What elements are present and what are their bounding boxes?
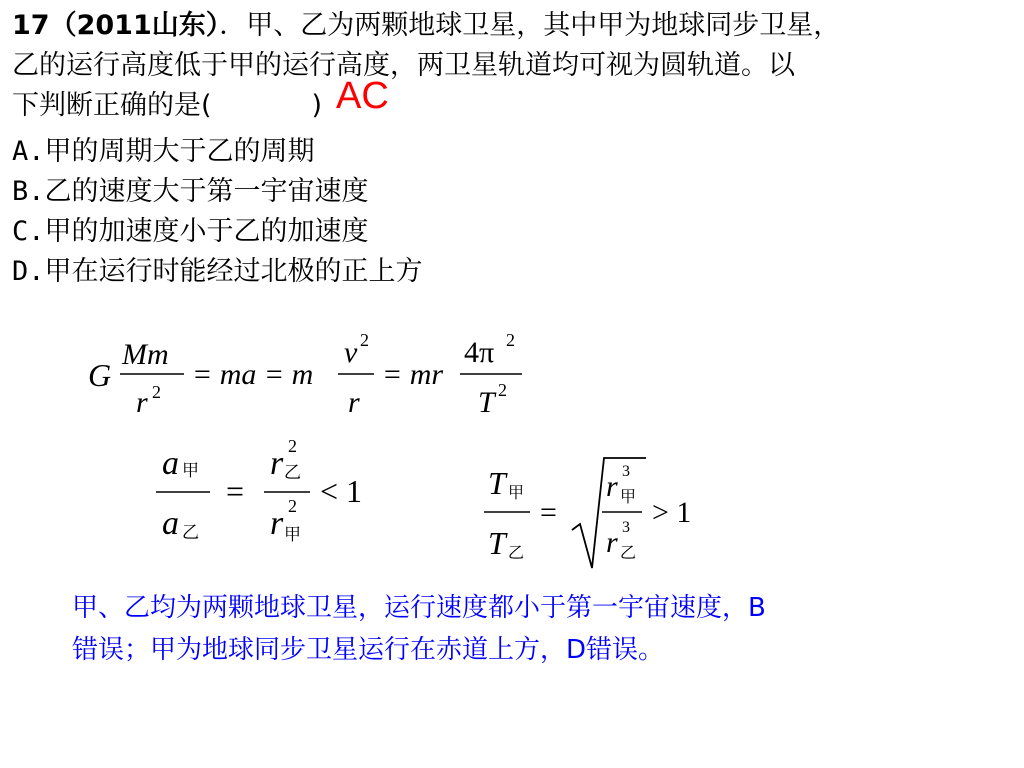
period-sub-yi-2: 乙 <box>620 545 637 562</box>
period-rel: > 1 <box>652 496 692 529</box>
formula-t: T <box>478 386 495 419</box>
accel-rel: < 1 <box>320 473 363 509</box>
accel-exp-num: 2 <box>288 436 297 456</box>
period-r-den: r <box>606 526 618 559</box>
option-d <box>12 254 423 290</box>
question-close-paren: ) <box>311 90 323 121</box>
formula-exp-4: 2 <box>498 380 507 400</box>
formula-v: v <box>344 336 358 369</box>
accel-r-den: r <box>270 505 284 542</box>
accel-exp-den: 2 <box>288 496 297 516</box>
period-exp-den: 3 <box>622 519 630 536</box>
accel-eq: = <box>226 473 245 509</box>
formula-exp-2: 2 <box>360 330 369 350</box>
period-exp-num: 3 <box>622 463 630 480</box>
question-text-3: 下判断正确的是( <box>12 90 212 121</box>
option-b <box>12 174 369 210</box>
formula-g: G <box>88 357 112 393</box>
question-number: 17 <box>12 10 50 41</box>
option-a-letter: A. <box>12 136 45 167</box>
question-source: （2011山东） <box>49 10 220 41</box>
explanation-line-2: 错误；甲为地球同步卫星运行在赤道上方，D错误。 <box>72 635 665 665</box>
question-line-3 <box>12 88 322 124</box>
period-eq: = <box>540 496 557 529</box>
option-b-text: 乙的速度大于第一宇宙速度 <box>44 176 369 207</box>
accel-a-num: a <box>162 445 179 482</box>
accel-sub-jia: 甲 <box>182 461 199 480</box>
period-t-num: T <box>488 465 506 501</box>
option-c-letter: C. <box>12 216 45 247</box>
formula-mm: Mm <box>122 338 169 371</box>
accel-sub-yi-2: 乙 <box>284 463 301 482</box>
answer-text: AC <box>336 75 389 117</box>
period-sub-jia-2: 甲 <box>620 489 637 506</box>
formula-accel <box>148 430 388 559</box>
formula-r-den: r <box>136 386 148 419</box>
question-text-1: ．甲、乙为两颗地球卫星，其中甲为地球同步卫星， <box>219 10 841 41</box>
option-d-letter: D. <box>12 256 45 287</box>
question-line-2: 乙的运行高度低于甲的运行高度，两卫星轨道均可视为圆轨道。以 <box>12 50 795 81</box>
option-c <box>12 214 369 250</box>
formula-main <box>82 328 542 429</box>
option-d-text: 甲在运行时能经过北极的正上方 <box>44 256 423 287</box>
formula-exp-3: 2 <box>506 330 515 350</box>
accel-sub-yi: 乙 <box>182 523 199 542</box>
formula-eq1: = ma = m <box>192 358 314 391</box>
accel-r-num: r <box>270 445 284 482</box>
period-sub-jia: 甲 <box>508 485 525 502</box>
accel-sub-jia-2: 甲 <box>284 525 301 544</box>
period-sub-yi: 乙 <box>508 545 525 562</box>
accel-a-den: a <box>162 505 179 542</box>
formula-exp-1: 2 <box>152 382 161 402</box>
formula-eq2: = mr <box>382 358 444 391</box>
option-c-text: 甲的加速度小于乙的加速度 <box>44 216 369 247</box>
formula-r: r <box>348 386 360 419</box>
option-b-letter: B. <box>12 176 45 207</box>
period-t-den: T <box>488 525 506 561</box>
period-r-num: r <box>606 470 618 503</box>
explanation-line-1: 甲、乙均为两颗地球卫星，运行速度都小于第一宇宙速度，B <box>72 593 766 623</box>
option-a <box>12 134 315 170</box>
formula-period <box>480 452 710 579</box>
question-line-1 <box>12 8 840 44</box>
formula-4pi: 4π <box>464 336 495 369</box>
option-a-text: 甲的周期大于乙的周期 <box>44 136 315 167</box>
